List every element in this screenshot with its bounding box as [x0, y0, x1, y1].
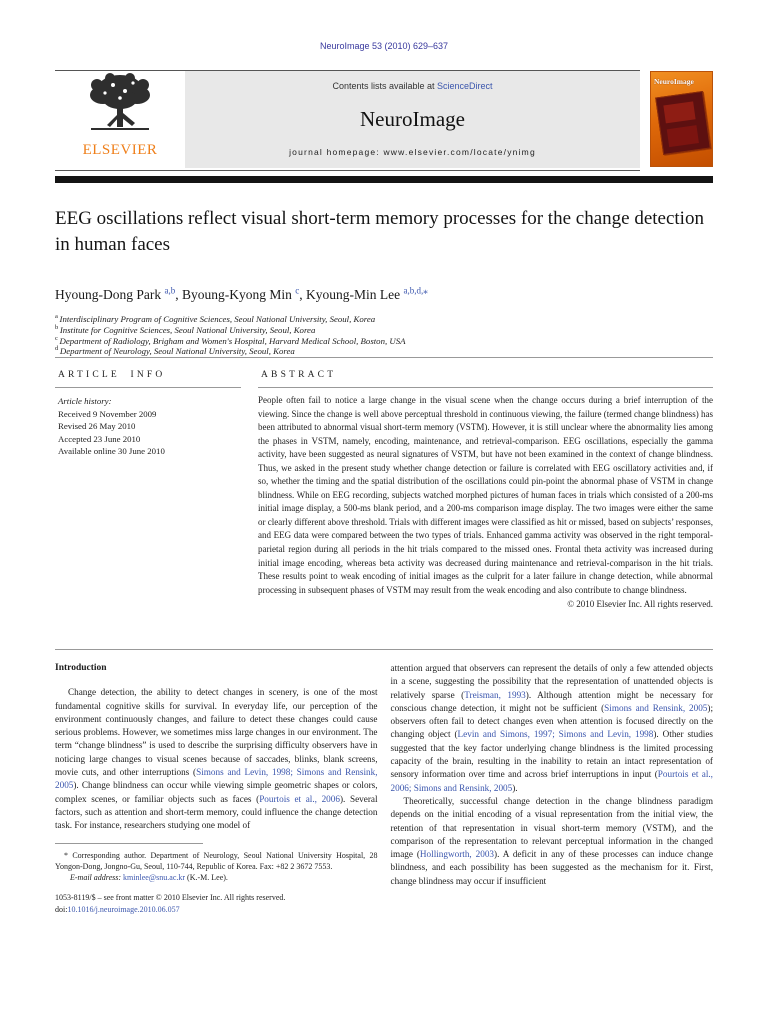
corresponding-author-note: * Corresponding author. Department of Neurology, Seoul National University Hospital, 28 Yongon-Dong, Jongno-Gu, Seoul, 110-744, Republic of Korea. Fax: +82 2 3672 7553. [55, 850, 378, 871]
journal-name: NeuroImage [360, 106, 465, 131]
text-link[interactable]: Levin and Simons, 1997; Simons and Levin, 1998 [457, 729, 654, 740]
affiliation-c: $^c$ Department of Radiology, Brigham and Women's Hospital, Harvard Medical School, Boston, USA [55, 334, 406, 346]
article-history [58, 395, 238, 458]
author-line: Hyoung-Dong Park $^{a,b}$, Byoung-Kyong Min $^c$, Kyoung-Min Lee $^{a,b,d,⁎}$ [55, 285, 428, 302]
page-header-citation: NeuroImage 53 (2010) 629–637 [319, 41, 449, 51]
article-history-label: Article history: [58, 396, 112, 406]
affiliation-d: $^d$ Department of Neurology, Seoul National University, Seoul, Korea [55, 345, 295, 357]
introduction-heading: Introduction [55, 663, 107, 673]
right-column [391, 662, 714, 915]
cover-brain-image [655, 91, 711, 155]
elsevier-logo [55, 71, 185, 168]
affiliation-b: $^b$ Institute for Cognitive Sciences, Seoul National University, Seoul, Korea [55, 323, 316, 335]
cover-journal-name: NeuroImage [654, 77, 694, 86]
paragraph: Change detection, the ability to detect changes in scenery, is one of the most fundamental cognitive skills for survival. In everyday life, our perception of the environment continuously changes, and failure to detect these changes could cause serious problems. However, we sometimes miss large changes in our environment. The term “change blindness” is used to describe the surprising difficulty observers have in noticing large changes to visual scenes because of saccades, blinks, blank screens, movie cuts, and other interruptions (Simons and Levin, 1998; Simons and Rensink, 2005). Change blindness can occur while viewing simple geometric shapes or colors, complex scenes, or familiar objects such as faces (Pourtois et al., 2006). Several factors, such as attention and short-term memory, could influence the change detection task. For instance, researchers studying one model of [55, 687, 378, 831]
abstract-heading: ABSTRACT [261, 370, 337, 380]
rule-above-info [55, 357, 713, 358]
text-link[interactable]: 10.1016/j.neuroimage.2010.06.057 [67, 904, 180, 914]
text-link[interactable]: kminlee@snu.ac.kr [123, 873, 186, 883]
history-revised: Revised 26 May 2010 [58, 421, 136, 432]
article-info-heading: ARTICLE INFO [58, 370, 166, 380]
text-link[interactable]: a,b,d,⁎ [403, 285, 428, 296]
article-body [55, 662, 713, 915]
text-link[interactable]: Treisman, 1993 [464, 689, 526, 700]
text-link[interactable]: Pourtois et al., 2006; Simons and Rensink, 2005 [390, 769, 713, 793]
history-accepted: Accepted 23 June 2010 [58, 433, 141, 444]
contents-list-line: Contents lists available at ScienceDirect [332, 81, 493, 91]
journal-banner [185, 71, 640, 168]
journal-header-band [55, 70, 713, 169]
abstract [258, 394, 713, 612]
abstract-copyright: © 2010 Elsevier Inc. All rights reserved. [567, 599, 713, 610]
abstract-text: People often fail to notice a large change in the visual scene when the change occurs during a brief interruption of the viewing. Since the change is well above perceptual threshold in continuous viewing, the failure (termed change blindness) has been attributed to abnormal visual short-term memory (VSTM). However, it is still unclear where the abnormality lies among the phases in VSTM, namely, encoding, maintenance, and retrieval-comparison. EEG oscillations, especially the gamma activity, have been suggested as neural signatures of VSTM, but have not been examined in the context of change blindness. Thus, we asked in the present study whether change detection or failure is correlated with EEG oscillatory activities and, if so, whether the timing and the spatial distribution of the oscillations could pin-point the abnormal phase of VSTM in change blindness. While on EEG recording, subjects watched morphed pictures of human faces in trials which consisted of a 200-ms initial image display, a 500-ms blank period, and a 200-ms comparison image display. The two images were either the same or clearly different above threshold. Trials with different images were classified as hit or missed, based on subjects’ responses, and EEG data were compared between the two types of trials. Enhanced gamma activity was observed in the right temporal-parietal region during all periods in the hit trials compared to the missed ones. Frontal theta activity was increased during initial image encoding, whereas beta activity was decreased during maintenance and retrieval-comparison in the hit trials. These results point to weak encoding of initial images as the culprit for a later failure in change detection, while abnormal processing in subsequent phases of VSTM may result from the weak encoding and also contribute to change blindness. [258, 395, 713, 595]
issn-copyright-line: 1053-8119/$ – see front matter © 2010 Elsevier Inc. All rights reserved. [55, 893, 286, 903]
text-link[interactable]: ScienceDirect [437, 81, 493, 91]
text-link[interactable]: a,b [164, 285, 176, 296]
journal-homepage-line: journal homepage: www.elsevier.com/locate/ynimg [289, 147, 536, 157]
abstract-heading-rule [258, 387, 713, 388]
text-link[interactable]: c [295, 285, 300, 296]
left-column [55, 662, 378, 915]
text-link[interactable]: Pourtois et al., 2006 [259, 793, 340, 804]
doi-line: doi:10.1016/j.neuroimage.2010.06.057 [55, 904, 180, 914]
article-title: EEG oscillations reflect visual short-term memory processes for the change detection in human faces [55, 208, 704, 255]
header-divider-bar [55, 176, 713, 183]
paragraph: attention argued that observers can represent the details of only a few attended objects in a scene, suggesting the possibility that the representation of unattended objects is relatively sparse (Treisman, 1993). Although attention might be necessary for conscious change detection, it might not be sufficient (Simons and Rensink, 2005); observers often fail to detect changes even when attention is focused directly on the changing object (Levin and Simons, 1997; Simons and Levin, 1998). Other studies suggested that the key factor underlying change blindness is the limited processing capacity of the brain, resulting in the inability to retain an intact representation of sensory information over time and across brief interruptions in input (Pourtois et al., 2006; Simons and Rensink, 2005). [390, 663, 714, 793]
journal-cover-thumbnail[interactable] [650, 71, 713, 167]
affiliation-a: $^a$ Interdisciplinary Program of Cognitive Sciences, Seoul National University, Seoul, Korea [55, 313, 376, 324]
cover-volume-text [651, 72, 712, 76]
text-link[interactable]: Simons and Levin, 1998; Simons and Rensink, 2005 [55, 767, 378, 791]
rule-below-abstract [55, 649, 713, 650]
elsevier-tree-icon [77, 71, 163, 135]
history-online: Available online 30 June 2010 [58, 446, 165, 457]
history-received: Received 9 November 2009 [58, 408, 157, 419]
info-heading-rule [55, 387, 241, 388]
text-link[interactable]: Hollingworth, 2003 [419, 849, 495, 860]
email-line: E-mail address: kminlee@snu.ac.kr (K.-M. Lee). [70, 873, 228, 883]
paragraph: Theoretically, successful change detection in the change blindness paradigm depends on the initial encoding of a visual representation from the initial view, the retention of that representation in visual short-term memory (VSTM), and the comparison of the representation to relevant perceptual information in the changed image (Hollingworth, 2003). A deficit in any of these processes can induce change blindness, and each possibility has been suggested as the mechanism for it. First, change blindness may occur if insufficient [390, 795, 713, 886]
footnote-rule [55, 843, 203, 844]
affiliation-list [55, 314, 713, 357]
text-link[interactable]: Simons and Rensink, 2005 [604, 702, 708, 713]
elsevier-wordmark: ELSEVIER [82, 142, 158, 158]
footnote-block [55, 843, 378, 915]
